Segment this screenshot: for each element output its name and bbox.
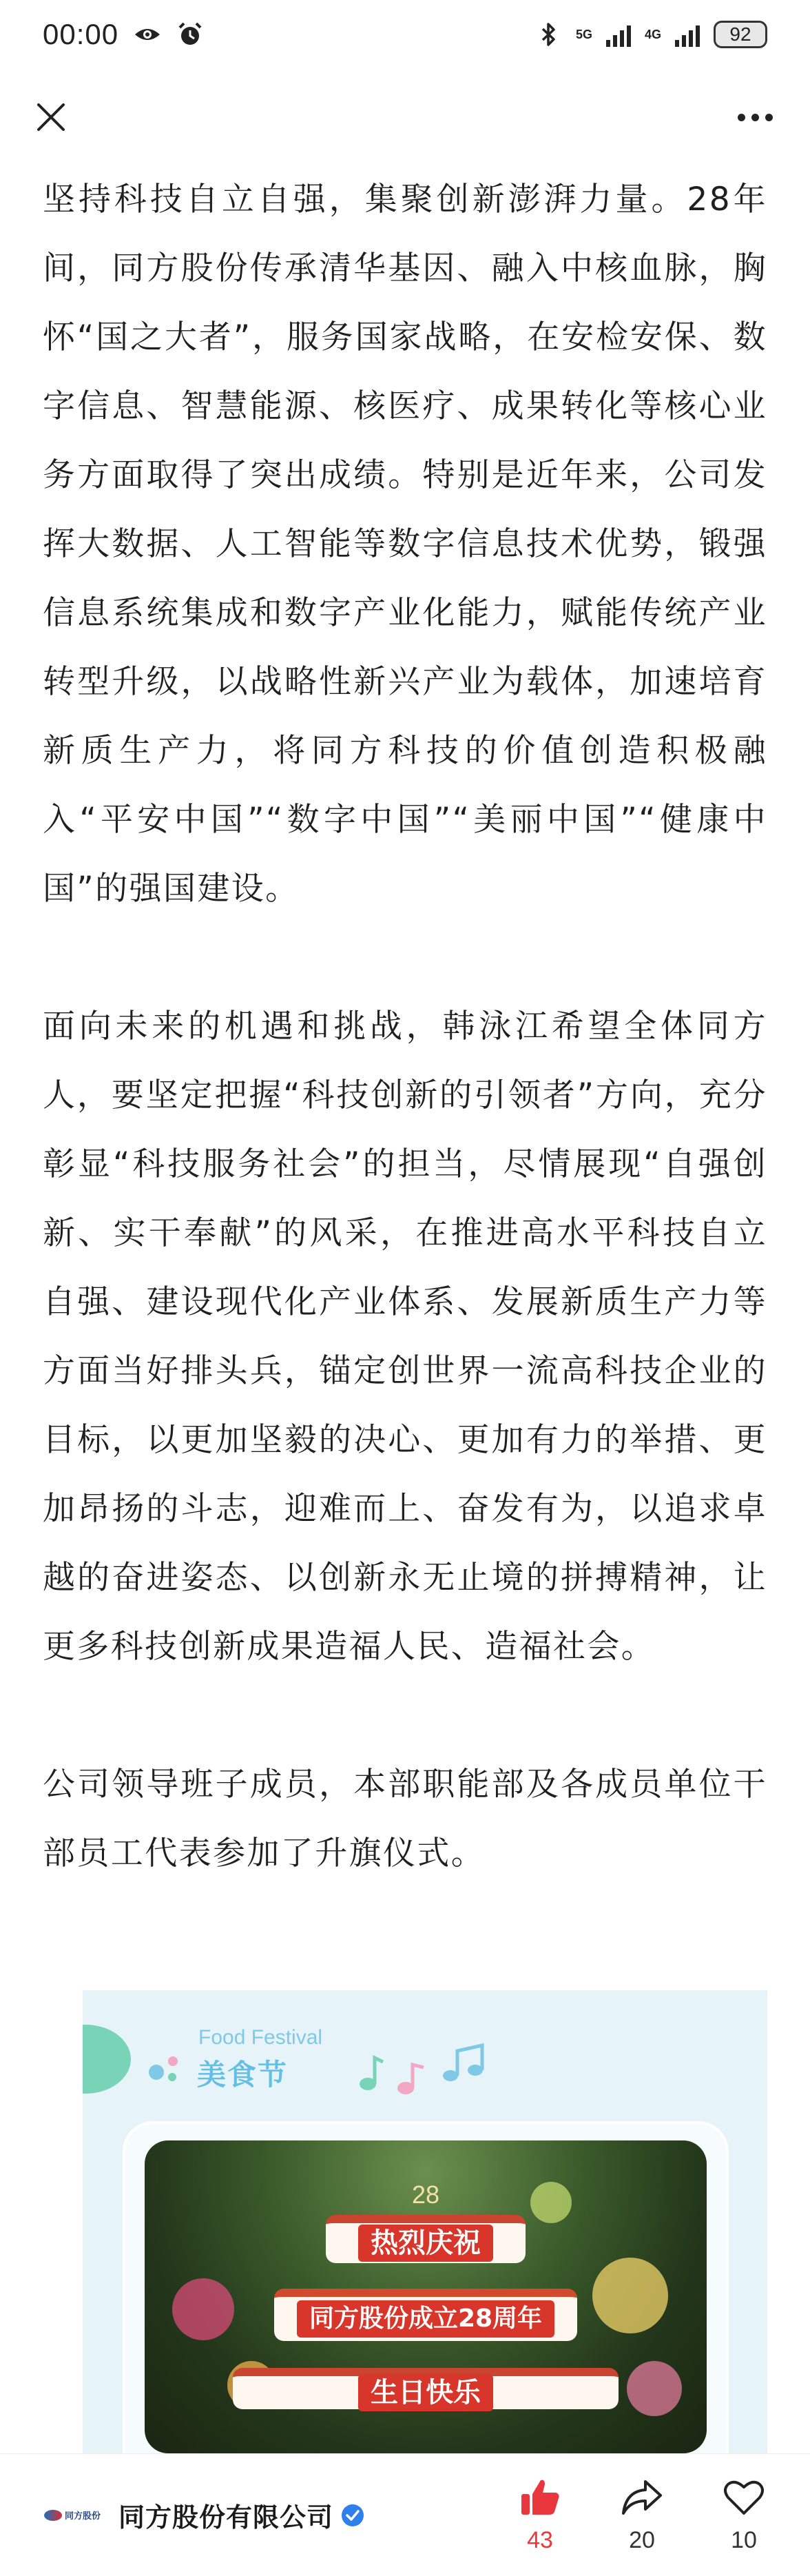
cake-text-middle: 同方股份成立28周年 bbox=[297, 2300, 554, 2338]
article-paragraph: 面向未来的机遇和挑战，韩泳江希望全体同方人，要坚定把握“科技创新的引领者”方向，充分彰显“科技服务社会”的担当，尽情展现“自强创新、实干奉献”的风采，在推进高水平科技自立自强、建设现代化产业体系、发展新质生产力等方面当好排头兵，锚定创世界一流高科技企业的目标，以更加坚毅的决心、更加有力的举措、更加昂扬的斗志，迎难而上、奋发有为，以追求卓越的奋进姿态、以创新永无止境的拼搏精神，让更多科技创新成果造福人民、造福社会。 bbox=[43, 1008, 767, 1666]
cake-tier-top bbox=[326, 2215, 526, 2263]
share-button[interactable] bbox=[614, 2476, 669, 2554]
article-body bbox=[43, 165, 767, 1888]
heart-icon bbox=[723, 2476, 765, 2519]
status-left bbox=[43, 18, 204, 51]
share-count: 20 bbox=[629, 2527, 655, 2553]
brand-logo-mark bbox=[44, 2510, 62, 2521]
more-dot-icon bbox=[738, 114, 745, 121]
cake-tier-bottom bbox=[233, 2368, 619, 2409]
graphic-title-cn: 美食节 bbox=[197, 2058, 289, 2092]
cake-text-bottom: 生日快乐 bbox=[358, 2374, 493, 2411]
net-4g-label: 4G bbox=[644, 28, 661, 41]
thumbs-up-icon bbox=[519, 2476, 561, 2519]
net-5g-label: 5G bbox=[575, 28, 592, 41]
like-count: 43 bbox=[527, 2527, 553, 2553]
cake-tier-middle bbox=[274, 2289, 577, 2341]
bokeh-light bbox=[592, 2258, 668, 2333]
cake-candle-number: 28 bbox=[411, 2180, 440, 2209]
close-icon bbox=[34, 101, 68, 134]
share-icon bbox=[621, 2476, 663, 2519]
favorite-count: 10 bbox=[731, 2527, 757, 2553]
brand-logo-text: 同方股份 bbox=[65, 2511, 101, 2522]
bottom-bar bbox=[0, 2453, 810, 2576]
close-button[interactable] bbox=[23, 90, 79, 145]
eye-icon bbox=[134, 21, 161, 48]
signal-4g-icon bbox=[675, 22, 700, 47]
decor-dot bbox=[168, 2073, 176, 2081]
decor-dot bbox=[149, 2065, 164, 2080]
alarm-icon bbox=[176, 21, 204, 48]
music-note-icon bbox=[358, 2052, 386, 2094]
more-dot-icon bbox=[765, 114, 773, 121]
bluetooth-icon bbox=[534, 21, 562, 48]
article-paragraph: 公司领导班子成员，本部职能部及各成员单位干部员工代表参加了升旗仪式。 bbox=[43, 1766, 767, 1872]
signal-5g-icon bbox=[606, 22, 631, 47]
article-paragraph: 坚持科技自立自强，集聚创新澎湃力量。28年间，同方股份传承清华基因、融入中核血脉，胸怀“国之大者”，服务国家战略，在安检安保、数字信息、智慧能源、核医疗、成果转化等核心业务方面取得了突出成绩。特别是近年来，公司发挥大数据、人工智能等数字信息技术优势，锻强信息系统集成和数字产业化能力，赋能传统产业转型升级，以战略性新兴产业为载体，加速培育新质生产力，将同方科技的价值创造积极融入“平安中国”“数字中国”“美丽中国”“健康中国”的强国建设。 bbox=[43, 181, 767, 908]
graphic-title-en: Food Festival bbox=[198, 2026, 323, 2049]
bokeh-light bbox=[530, 2182, 572, 2223]
top-nav bbox=[0, 69, 810, 165]
action-group bbox=[512, 2476, 771, 2554]
clock: 00:00 bbox=[43, 18, 119, 50]
status-bar bbox=[0, 0, 810, 69]
status-right bbox=[534, 21, 767, 48]
battery-indicator: 92 bbox=[714, 21, 767, 48]
more-dot-icon bbox=[751, 114, 759, 121]
like-button[interactable] bbox=[512, 2476, 568, 2554]
decor-dot bbox=[168, 2056, 178, 2066]
music-notes-icon bbox=[441, 2043, 489, 2087]
cake-text-top: 热烈庆祝 bbox=[358, 2225, 493, 2262]
music-note-icon bbox=[396, 2059, 426, 2098]
verified-badge-icon bbox=[340, 2503, 365, 2528]
bokeh-light bbox=[627, 2361, 682, 2416]
favorite-button[interactable] bbox=[716, 2476, 771, 2554]
account-name[interactable]: 同方股份有限公司 bbox=[118, 2502, 334, 2533]
brand-logo[interactable] bbox=[44, 2504, 102, 2527]
birthday-cake-photo[interactable] bbox=[145, 2140, 707, 2453]
bokeh-light bbox=[172, 2278, 234, 2340]
more-button[interactable] bbox=[727, 90, 782, 145]
speech-bubble-shape bbox=[83, 2025, 131, 2094]
